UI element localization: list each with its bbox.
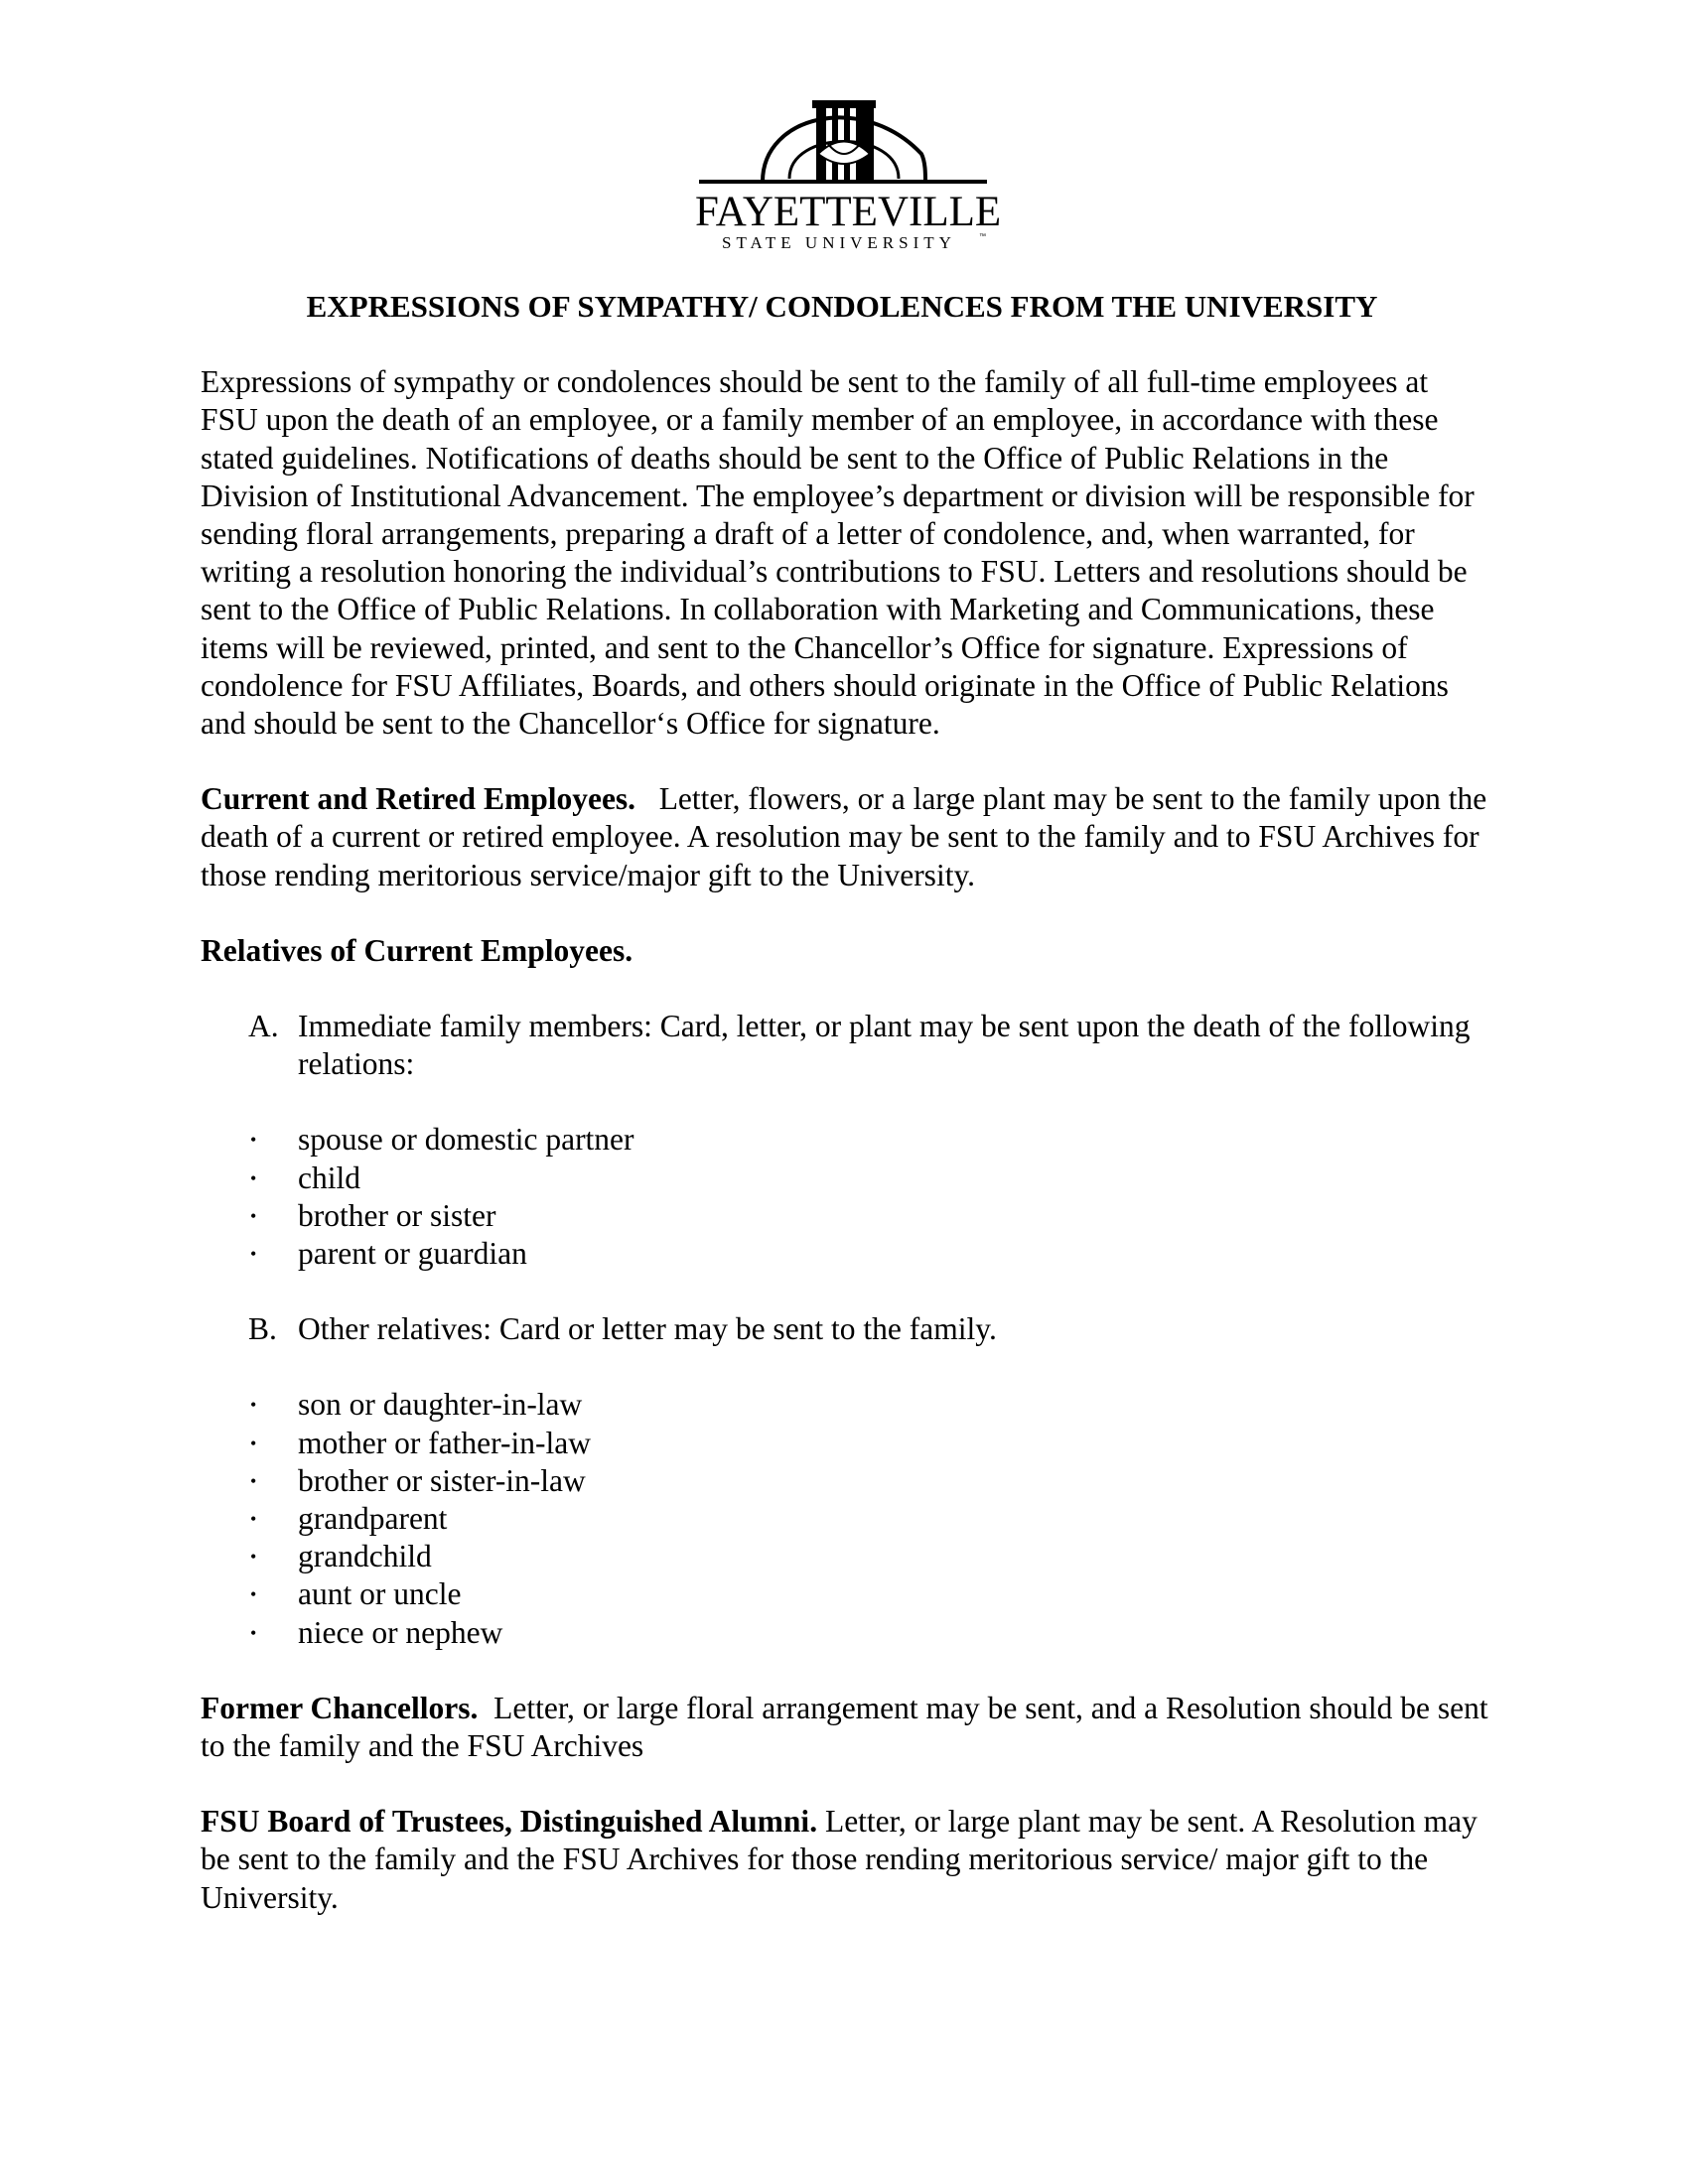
bullet-icon: • [250, 1167, 257, 1188]
bullet-icon: • [250, 1244, 257, 1265]
list-item [201, 1500, 1491, 1538]
bullet-icon: • [250, 1547, 257, 1568]
trustees-section [201, 1803, 1491, 1917]
list-item [201, 1197, 1491, 1235]
list-item [201, 1538, 1491, 1575]
list-item [201, 1160, 1491, 1197]
list-item [201, 1386, 1491, 1424]
list-item-text: mother or father-in-law [298, 1425, 591, 1460]
immediate-family-letter: A. [248, 1009, 279, 1044]
other-relatives-item [248, 1310, 1491, 1348]
list-item-text: brother or sister [298, 1197, 496, 1233]
trustees-text: Letter, or large plant may be sent. A Resolution may be sent to the family and the FSU Archives for those rending meritorious service/ major gift to the University. [201, 1804, 1477, 1915]
intro-paragraph: Expressions of sympathy or condolences should be sent to the family of all full-time employees at FSU upon the death of an employee, or a family member of an employee, in accordance with these stated guidelines. Notifications of deaths should be sent to the Office of Public Relations in the Division of Institutional Advancement. The employee’s department or division will be responsible for sending floral arrangements, preparing a draft of a letter of condolence, and, when warranted, for writing a resolution honoring the individual’s contributions to FSU. Letters and resolutions should be sent to the Office of Public Relations. In collaboration with Marketing and Communications, these items will be reviewed, printed, and sent to the Chancellor’s Office for signature. Expressions of condolence for FSU Affiliates, Boards, and others should originate in the Office of Public Relations and should be sent to the Chancellor‘s Office for signature. [201, 364, 1475, 742]
logo-subwordmark: STATE UNIVERSITY [722, 233, 956, 252]
list-item-text: niece or nephew [298, 1614, 503, 1650]
list-item [201, 1425, 1491, 1462]
bullet-icon: • [250, 1470, 257, 1491]
bullet-icon: • [250, 1205, 257, 1226]
list-item [201, 1121, 1491, 1159]
bullet-icon: • [250, 1622, 257, 1643]
list-item-text: son or daughter-in-law [298, 1387, 583, 1423]
bullet-icon: • [250, 1130, 257, 1151]
list-item-text: grandparent [298, 1500, 448, 1536]
bullet-icon: • [250, 1508, 257, 1529]
other-relatives-letter: B. [248, 1311, 277, 1347]
immediate-family-text: Immediate family members: Card, letter, or plant may be sent upon the death of the following relations: [298, 1009, 1471, 1082]
logo-wordmark: FAYETTEVILLE [695, 189, 1002, 235]
bullet-icon: • [250, 1584, 257, 1605]
current-retired-section [201, 780, 1491, 894]
list-item-text: brother or sister-in-law [298, 1462, 586, 1498]
list-item [201, 1575, 1491, 1613]
list-item [201, 1462, 1491, 1500]
former-chancellors-heading: Former Chancellors. [201, 1690, 479, 1725]
list-item-text: child [298, 1160, 360, 1195]
other-relatives-list [201, 1386, 1491, 1651]
immediate-family-item [248, 1008, 1491, 1083]
former-chancellors-text: Letter, or large floral arrangement may be sent, and a Resolution should be sent to the family and the FSU Archives [201, 1690, 1488, 1763]
list-item [201, 1614, 1491, 1652]
building-emblem-icon [695, 94, 993, 194]
other-relatives-text: Other relatives: Card or letter may be sent to the family. [298, 1311, 997, 1347]
current-retired-heading: Current and Retired Employees. [201, 781, 636, 817]
relatives-heading: Relatives of Current Employees. [201, 932, 633, 968]
list-item-text: spouse or domestic partner [298, 1122, 634, 1158]
bullet-icon: • [250, 1395, 257, 1416]
university-logo [695, 94, 1002, 263]
trustees-heading: FSU Board of Trustees, Distinguished Alumni. [201, 1804, 818, 1840]
list-item-text: aunt or uncle [298, 1576, 462, 1612]
former-chancellors-section [201, 1690, 1491, 1765]
list-item [201, 1235, 1491, 1273]
bullet-icon: • [250, 1433, 257, 1453]
trademark-symbol: ™ [979, 233, 986, 240]
list-item-text: parent or guardian [298, 1236, 527, 1272]
immediate-family-list [201, 1121, 1491, 1273]
document-title: EXPRESSIONS OF SYMPATHY/ CONDOLENCES FROM THE UNIVERSITY [306, 289, 1378, 324]
list-item-text: grandchild [298, 1539, 432, 1574]
current-retired-text: Letter, flowers, or a large plant may be sent to the family upon the death of a current or retired employee. A resolution may be sent to the family and to FSU Archives for those rending meritorious service/major gift to the University. [201, 781, 1487, 892]
document-body [201, 288, 1491, 1955]
